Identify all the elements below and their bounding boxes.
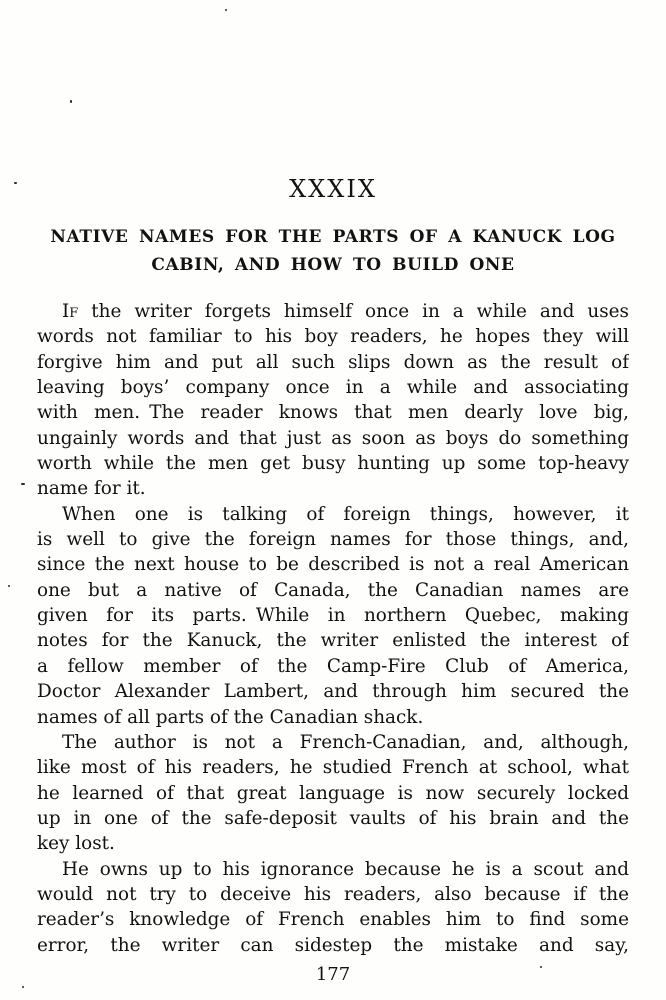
text-line: with men. The reader knows that men dearly love big,	[37, 402, 629, 424]
text-line: he learned of that great language is now securely locked	[37, 782, 629, 804]
text-line: would not try to deceive his readers, also because if the	[37, 883, 629, 905]
scan-speck	[8, 585, 10, 587]
scan-speck	[225, 9, 227, 11]
text-line: one but a native of Canada, the Canadian names are	[37, 579, 629, 601]
paragraph	[37, 502, 629, 730]
scan-speck	[21, 483, 25, 485]
text-line: Doctor Alexander Lambert, and through him secured the	[37, 681, 629, 703]
paragraph	[37, 730, 629, 857]
text-line: ungainly words and that just as soon as boys do something	[37, 427, 629, 449]
text-line: names of all parts of the Canadian shack.	[37, 706, 424, 728]
text-line: worth while the men get busy hunting up some top-heavy	[37, 453, 629, 475]
chapter-title-line2: CABIN, AND HOW TO BUILD ONE	[151, 255, 515, 275]
text-line: The author is not a French-Canadian, and, although,	[62, 731, 629, 753]
text-line: reader’s knowledge of French enables him to find some	[37, 909, 629, 931]
text-line: like most of his readers, he studied French at school, what	[37, 757, 629, 779]
text-line: since the next house to be described is not a real American	[37, 554, 629, 576]
text-line: given for its parts. While in northern Quebec, making	[37, 605, 629, 627]
chapter-number: XXXIX	[289, 175, 377, 203]
paragraph	[37, 857, 629, 958]
text-line: a fellow member of the Camp-Fire Club of America,	[37, 655, 629, 677]
text-line: is well to give the foreign names for those things, and,	[37, 529, 629, 551]
scan-speck	[14, 182, 17, 184]
text-line: up in one of the safe-deposit vaults of his brain and the	[37, 807, 629, 829]
scan-speck	[70, 100, 72, 103]
text-line: name for it.	[37, 478, 146, 500]
chapter-title-line1: NATIVE NAMES FOR THE PARTS OF A KANUCK LOG	[50, 227, 616, 247]
scan-speck	[540, 966, 542, 968]
paragraph	[37, 299, 629, 502]
text-line: words not familiar to his boy readers, he hopes they will	[37, 326, 629, 348]
chapter-title	[30, 223, 636, 279]
text-line: If the writer forgets himself once in a while and uses	[62, 301, 629, 322]
text-line: leaving boys’ company once in a while and associating	[37, 377, 629, 399]
text-line: forgive him and put all such slips down as the result of	[37, 351, 629, 373]
text-line: He owns up to his ignorance because he is a scout and	[62, 858, 629, 880]
text-line: error, the writer can sidestep the mistake and say,	[37, 934, 629, 956]
smallcaps-lead: If	[62, 301, 79, 322]
text-line: When one is talking of foreign things, however, it	[62, 503, 629, 525]
body-text	[37, 299, 629, 958]
scan-speck	[22, 986, 24, 988]
text-line: key lost.	[37, 833, 115, 855]
text-line: notes for the Kanuck, the writer enlisted the interest of	[37, 630, 629, 652]
page-number: 177	[315, 964, 351, 985]
